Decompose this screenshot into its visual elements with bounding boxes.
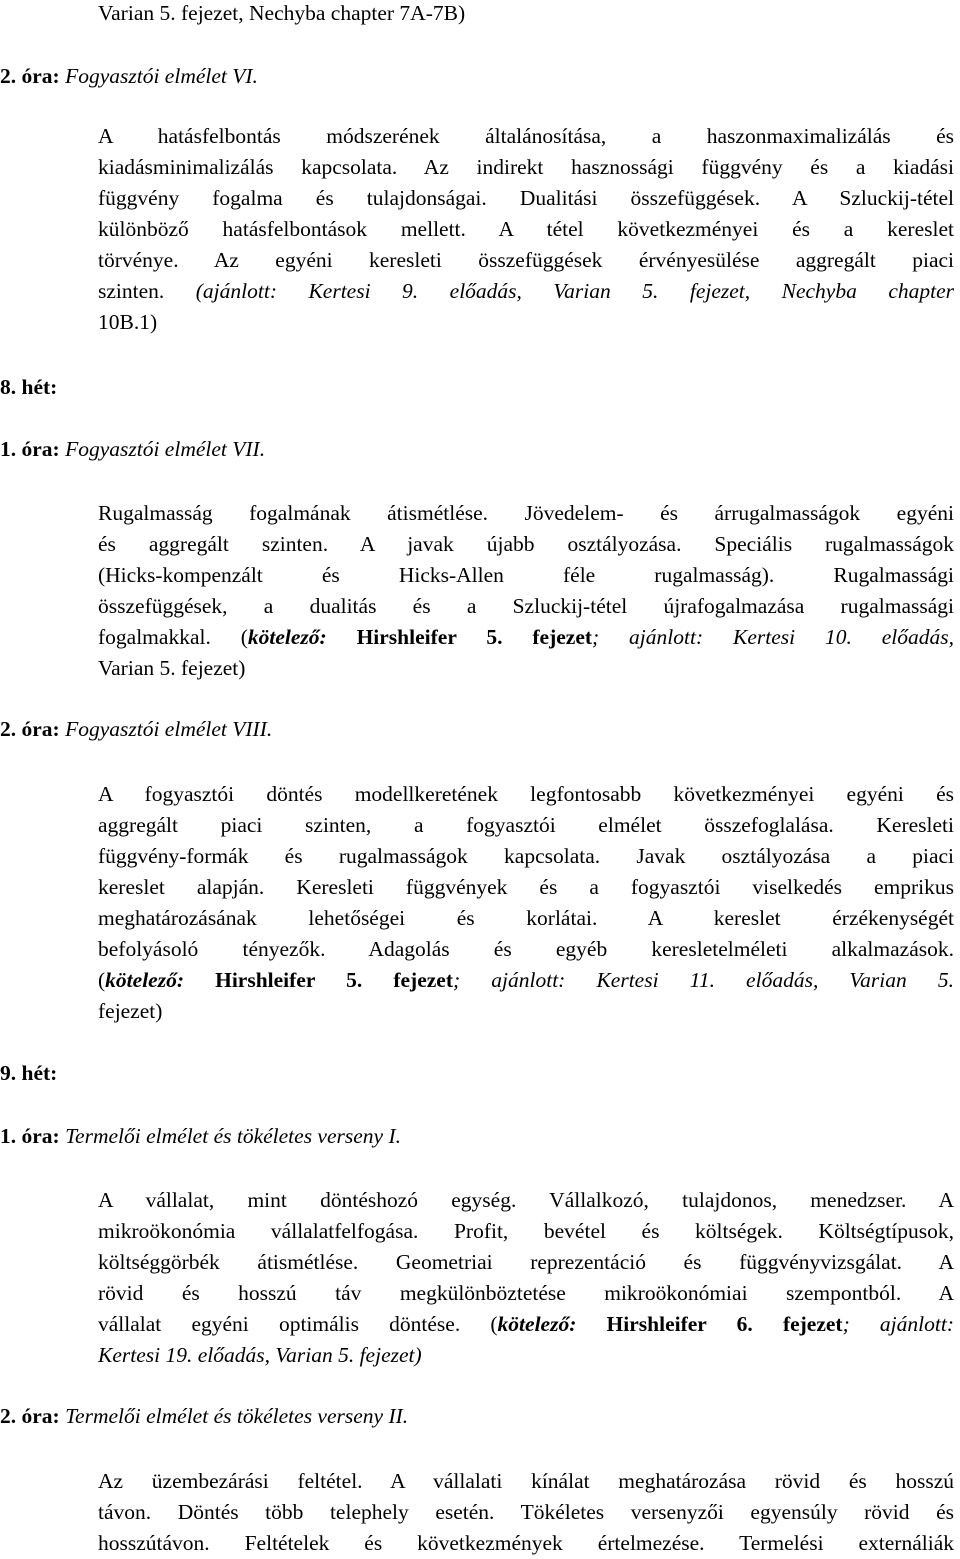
text-plain: vállalat egyéni optimális döntése. (: [98, 1312, 498, 1336]
text-line: kereslet alapján. Keresleti függvények és a fogyasztói viselkedés emprikus: [98, 875, 954, 899]
lesson-topic: Termelői elmélet és tökéletes verseny II.: [65, 1404, 409, 1428]
week-label: 8. hét:: [0, 375, 58, 399]
text-line: befolyásoló tényezők. Adagolás és egyéb keresletelméleti alkalmazások.: [98, 937, 954, 961]
recommended-reading-line: Kertesi 19. előadás, Varian 5. fejezet): [98, 1343, 422, 1367]
text-line: függvény fogalma és tulajdonságai. Dualitási összefüggések. A Szluckij-tétel: [98, 186, 954, 210]
text-line: Varian 5. fejezet): [98, 656, 246, 680]
mandatory-reading: Hirshleifer 6. fejezet: [576, 1312, 843, 1336]
text-line: A vállalat, mint döntéshozó egység. Vállalkozó, tulajdonos, menedzser. A: [98, 1188, 954, 1212]
mandatory-label: kötelező:: [247, 625, 327, 649]
lesson-description: [98, 1466, 954, 1559]
lesson-number: 1. óra:: [0, 1124, 60, 1148]
lesson-heading: [0, 1126, 401, 1148]
week-label-text: 9. hét:: [0, 1061, 58, 1085]
text-line: kiadásminimalizálás kapcsolata. Az indirekt hasznossági függvény és a kiadási: [98, 155, 954, 179]
lesson-number: 2. óra:: [0, 1404, 60, 1428]
reference-line: [98, 622, 954, 653]
lesson-number: 2. óra:: [0, 64, 60, 88]
lesson-description: [98, 498, 954, 684]
reference-line: [98, 965, 954, 996]
text-line: függvény-formák és rugalmasságok kapcsolata. Javak osztályozása a piaci: [98, 844, 954, 868]
text-plain: fogalmakkal. (: [98, 625, 248, 649]
text-line: meghatározásának lehetőségei és korlátai. A kereslet érzékenységét: [98, 906, 954, 930]
lesson-heading: [0, 439, 265, 461]
reference-line: [98, 1309, 954, 1340]
recommended-reading: ; ajánlott: Kertesi 10. előadás,: [592, 625, 954, 649]
text-line: távon. Döntés több telephely esetén. Tökéletes versenyzői egyensúly rövid és: [98, 1500, 954, 1524]
recommended-reading: ; ajánlott:: [842, 1312, 954, 1336]
text-line: [98, 276, 954, 307]
text-line: fejezet): [98, 999, 163, 1023]
lesson-topic: Termelői elmélet és tökéletes verseny I.: [65, 1124, 401, 1148]
recommended-reading: ; ajánlott: Kertesi 11. előadás, Varian 5.: [453, 968, 955, 992]
text-line: aggregált piaci szinten, a fogyasztói elmélet összefoglalása. Keresleti: [98, 813, 954, 837]
lesson-number: 1. óra:: [0, 437, 60, 461]
text-line: A hatásfelbontás módszerének általánosítása, a haszonmaximalizálás és: [98, 124, 954, 148]
text-line: költséggörbék átismétlése. Geometriai reprezentáció és függvényvizsgálat. A: [98, 1250, 954, 1274]
text-line: törvénye. Az egyéni keresleti összefüggések érvényesülése aggregált piaci: [98, 248, 954, 272]
lesson-heading: [0, 66, 258, 88]
text-line: hosszútávon. Feltételek és következmények értelmezése. Termelési externáliák: [98, 1531, 954, 1555]
text-line: és aggregált szinten. A javak újabb osztályozása. Speciális rugalmasságok: [98, 532, 954, 556]
text-line: rövid és hosszú táv megkülönböztetése mikroökonómiai szempontból. A: [98, 1281, 954, 1305]
recommended-reading: (ajánlott: Kertesi 9. előadás, Varian 5. fejezet, Nechyba chapter: [195, 279, 954, 303]
lesson-description: [98, 1185, 954, 1371]
top-line: Varian 5. fejezet, Nechyba chapter 7A-7B): [98, 1, 466, 25]
lesson-description: [98, 779, 954, 1027]
text-plain: szinten.: [98, 279, 196, 303]
mandatory-label: kötelező:: [105, 968, 184, 992]
text-line: (Hicks-kompenzált és Hicks-Allen féle rugalmasság). Rugalmassági: [98, 563, 954, 587]
text-line: összefüggések, a dualitás és a Szluckij-tétel újrafogalmazása rugalmassági: [98, 594, 954, 618]
text-line: Az üzembezárási feltétel. A vállalati kínálat meghatározása rövid és hosszú: [98, 1469, 954, 1493]
lesson-topic: Fogyasztói elmélet VII.: [65, 437, 266, 461]
lesson-heading: [0, 719, 272, 741]
text-line: mikroökonómia vállalatfelfogása. Profit, bevétel és költségek. Költségtípusok,: [98, 1219, 954, 1243]
text-plain: (: [98, 968, 106, 992]
lesson-number: 2. óra:: [0, 717, 60, 741]
mandatory-reading: Hirshleifer 5. fejezet: [326, 625, 593, 649]
text-line: 10B.1): [98, 310, 158, 334]
mandatory-reading: Hirshleifer 5. fejezet: [183, 968, 454, 992]
text-line: különböző hatásfelbontások mellett. A tétel következményei és a kereslet: [98, 217, 954, 241]
lesson-heading: [0, 1406, 408, 1428]
lesson-topic: Fogyasztói elmélet VI.: [65, 64, 258, 88]
mandatory-label: kötelező:: [497, 1312, 577, 1336]
lesson-topic: Fogyasztói elmélet VIII.: [65, 717, 273, 741]
week-label: [0, 1063, 57, 1085]
lesson-description: [98, 121, 954, 338]
text-line: Rugalmasság fogalmának átismétlése. Jövedelem- és árrugalmasságok egyéni: [98, 501, 954, 525]
text-line: A fogyasztói döntés modellkeretének legfontosabb következményei egyéni és: [98, 782, 954, 806]
